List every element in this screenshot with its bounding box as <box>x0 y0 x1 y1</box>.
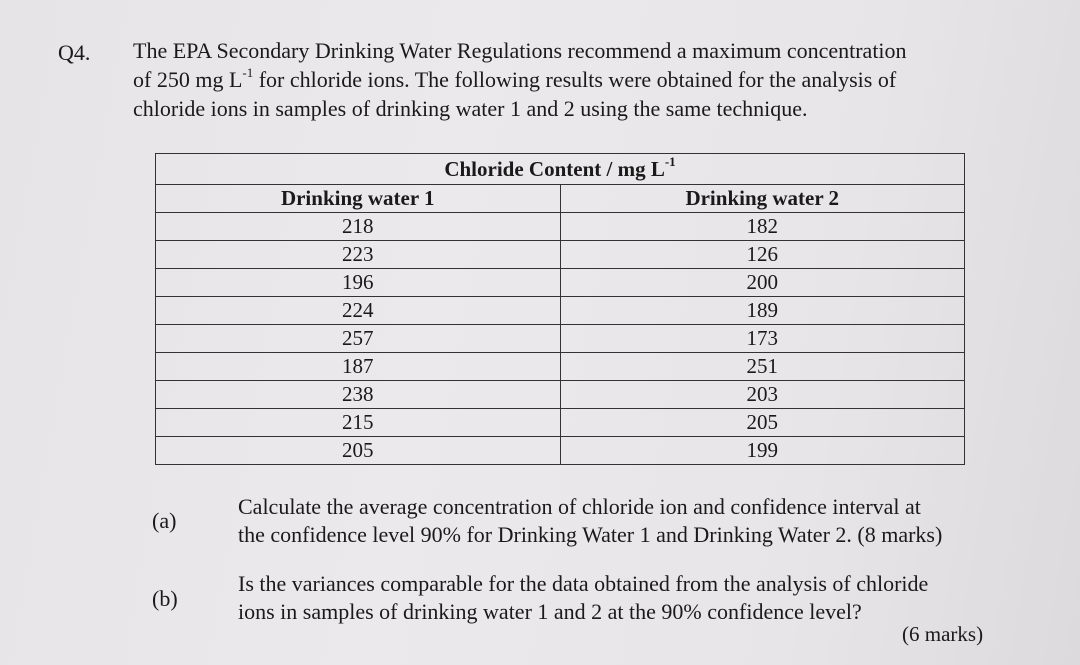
table-cell: 187 <box>156 353 561 381</box>
part-b-label: (b) <box>152 586 178 611</box>
table-cell: 223 <box>156 241 561 269</box>
column-header-water-1: Drinking water 1 <box>156 185 561 213</box>
question-intro <box>133 36 1023 123</box>
column-header-water-2: Drinking water 2 <box>560 185 965 213</box>
table-cell: 199 <box>560 437 965 465</box>
intro-line-2: of 250 mg $L^{-1}$ for chloride ions. The following results were obtained for the analysis of <box>133 64 897 92</box>
table-row <box>156 353 965 381</box>
table-cell: 203 <box>560 381 965 409</box>
table-cell: 205 <box>156 437 561 465</box>
unit-superscript: -1 <box>242 64 254 80</box>
table-cell: 182 <box>560 213 965 241</box>
table-cell: 200 <box>560 269 965 297</box>
chloride-table <box>155 153 965 465</box>
table-row <box>156 409 965 437</box>
intro-line-1: The EPA Secondary Drinking Water Regulations recommend a maximum concentration <box>133 38 907 63</box>
table-cell: 205 <box>560 409 965 437</box>
table-cell: 126 <box>560 241 965 269</box>
table-row <box>156 381 965 409</box>
table-row <box>156 325 965 353</box>
part-a-label: (a) <box>152 508 177 533</box>
table-row <box>156 297 965 325</box>
intro-line-3: chloride ions in samples of drinking water 1 and 2 using the same technique. <box>133 96 808 121</box>
table-cell: 189 <box>560 297 965 325</box>
table-caption: Chloride Content / mg $L^{-1}$ <box>156 154 965 185</box>
table-cell: 224 <box>156 297 561 325</box>
table-cell: 196 <box>156 269 561 297</box>
part-a-text: Calculate the average concentration of chloride ion and confidence interval at the confidence level 90% for Drinking Water 1 and Drinking Water 2. (8 marks) <box>238 494 943 547</box>
part-b-marks: (6 marks) <box>902 622 984 646</box>
table-row <box>156 213 965 241</box>
question-number: Q4. <box>58 40 91 65</box>
table-cell: 257 <box>156 325 561 353</box>
table-row <box>156 241 965 269</box>
table-row <box>156 269 965 297</box>
table-row <box>156 437 965 465</box>
part-b-text: Is the variances comparable for the data obtained from the analysis of chloride ions in samples of drinking water 1 and 2 at the 90% confidence level? <box>238 571 929 624</box>
table-cell: 238 <box>156 381 561 409</box>
table-cell: 218 <box>156 213 561 241</box>
table-cell: 215 <box>156 409 561 437</box>
table-cell: 173 <box>560 325 965 353</box>
table-cell: 251 <box>560 353 965 381</box>
